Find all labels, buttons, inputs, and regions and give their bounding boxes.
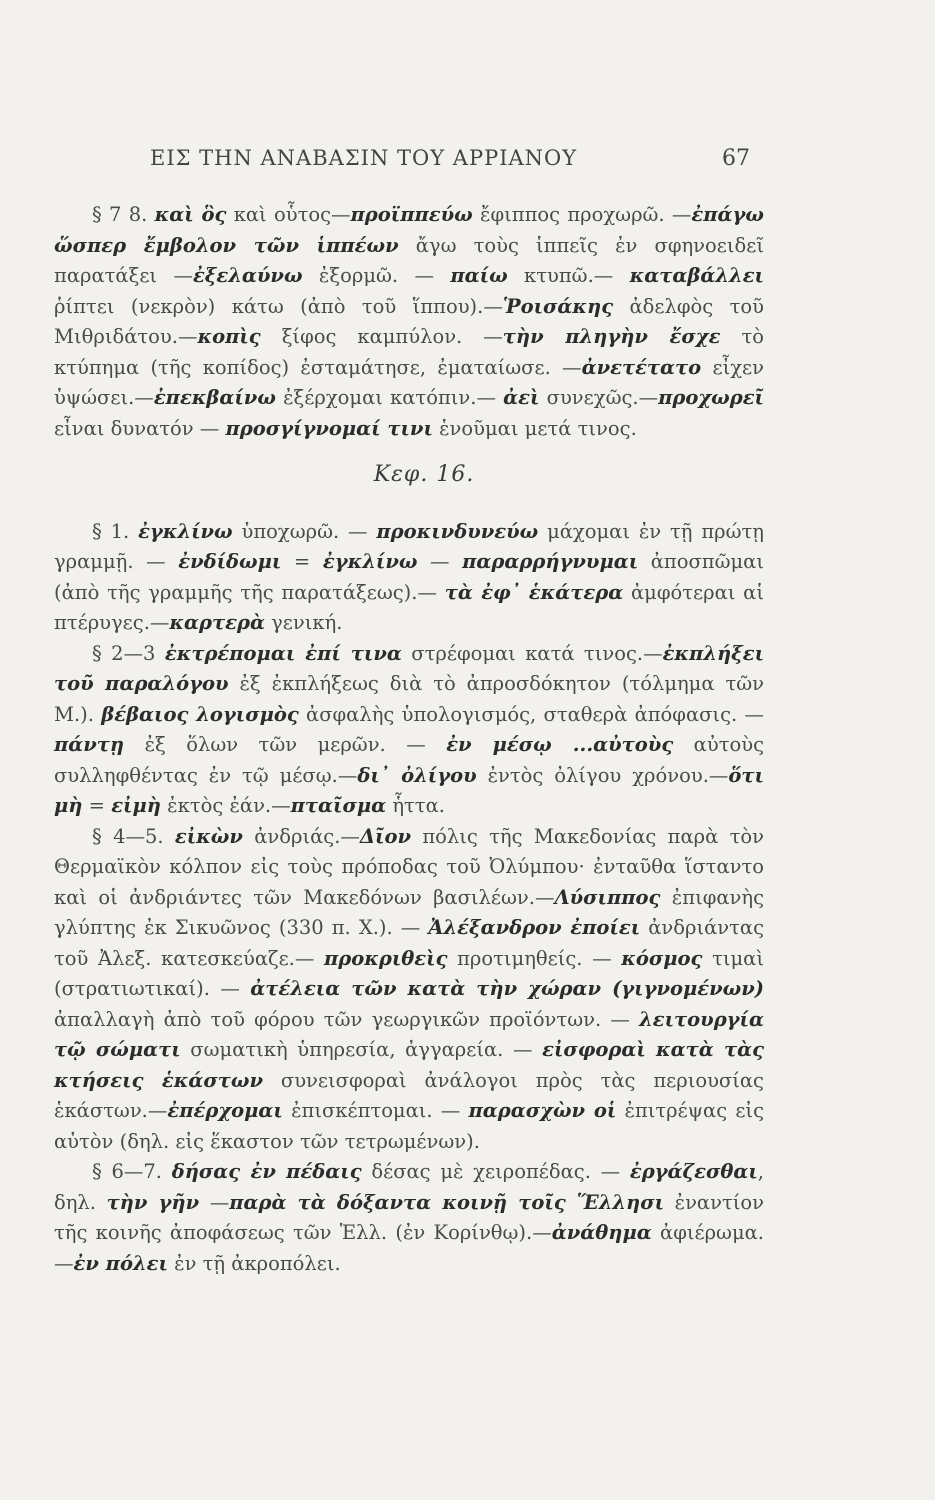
page-number: 67 xyxy=(722,146,750,171)
page-header xyxy=(150,146,750,182)
paragraph-section-6-7: § 6—7. δήσας ἐν πέδαις δέσας μὲ χειροπέδας. — ἐργάζεσθαι, δηλ. τὴν γῆν —παρὰ τὰ δόξαντα κοινῇ τοῖς Ἕλλησι ἐναντίον τῆς κοινῆς ἀποφάσεως τῶν Ἑλλ. (ἐν Κορίνθῳ).—ἀνάθημα ἀφιέρωμα.—ἐν πόλει ἐν τῇ ἀκροπόλει. xyxy=(54,1160,764,1275)
commentary-body xyxy=(54,200,764,1279)
paragraph-section-7: § 7 8. καὶ ὃς καὶ οὗτος—προϊππεύω ἔφιππος προχωρῶ. —ἐπάγω ὥσπερ ἔμβολον τῶν ἱππέων ἄγω τοὺς ἱππεῖς ἐν σφηνοειδεῖ παρατάξει —ἐξελαύνω ἐξορμῶ. — παίω κτυπῶ.— καταβάλλει ῥίπτει (νεκρὸν) κάτω (ἀπὸ τοῦ ἵππου).—Ῥοισάκης ἀδελφὸς τοῦ Μιθριδάτου.—κοπὶς ξίφος καμπύλον. —τὴν πληγὴν ἔσχε τὸ κτύπημα (τῆς κοπίδος) ἐσταμάτησε, ἐματαίωσε. —ἀνετέτατο εἶχεν ὑψώσει.—ἐπεκβαίνω ἐξέρχομαι κατόπιν.— ἀεὶ συνεχῶς.—προχωρεῖ εἶναι δυνατόν — προσγίγνομαί τινι ἑνοῦμαι μετά τινος. xyxy=(54,203,764,440)
running-title: ΕΙΣ ΤΗΝ ΑΝΑΒΑΣΙΝ ΤΟΥ ΑΡΡΙΑΝΟΥ xyxy=(150,146,578,170)
paragraph-section-2-3: § 2—3 ἐκτρέπομαι ἐπί τινα στρέφομαι κατά τινος.—ἐκπλήξει τοῦ παραλόγου ἐξ ἐκπλήξεως διὰ τὸ ἀπροσδόκητον (τόλμημα τῶν Μ.). βέβαιος λογισμὸς ἀσφαλὴς ὑπολογισμός, σταθερὰ ἀπόφασις. — πάντῃ ἐξ ὅλων τῶν μερῶν. — ἐν μέσῳ ...αὐτοὺς αὐτοὺς συλληφθέντας ἐν τῷ μέσῳ.—δι᾽ ὀλίγου ἐντὸς ὀλίγου χρόνου.—ὅτι μὴ = εἰμὴ ἐκτὸς ἐάν.—πταῖσμα ἧττα. xyxy=(54,641,765,817)
chapter-heading: Κεφ. 16. xyxy=(373,462,475,487)
paragraph-section-4-5: § 4—5. εἰκὼν ἀνδριάς.—Δῖον πόλις τῆς Μακεδονίας παρὰ τὸν Θερμαϊκὸν κόλπον εἰς τοὺς πρόποδας τοῦ Ὀλύμπου· ἐνταῦθα ἵσταντο καὶ οἱ ἀνδριάντες τῶν Μακεδόνων βασιλέων.—Λύσιππος ἐπιφανὴς γλύπτης ἐκ Σικυῶνος (330 π. Χ.). — Ἀλέξανδρον ἐποίει ἀνδριάντας τοῦ Ἀλεξ. κατεσκεύαζε.— προκριθεὶς προτιμηθείς. — κόσμος τιμαὶ (στρατιωτικαί). — ἀτέλεια τῶν κατὰ τὴν χώραν (γιγνομένων) ἀπαλλαγὴ ἀπὸ τοῦ φόρου τῶν γεωργικῶν προϊόντων. — λειτουργία τῷ σώματι σωματικὴ ὑπηρεσία, ἀγγαρεία. — εἰσφοραὶ κατὰ τὰς κτήσεις ἑκάστων συνεισφοραὶ ἀνάλογοι πρὸς τὰς περιουσίας ἑκάστων.—ἐπέρχομαι ἐπισκέπτομαι. — παρασχὼν οἱ ἐπιτρέψας εἰς αὐτὸν (δηλ. εἰς ἕκαστον τῶν τετρωμένων). xyxy=(54,824,764,1153)
paragraph-section-1: § 1. ἐγκλίνω ὑποχωρῶ. — προκινδυνεύω μάχομαι ἐν τῇ πρώτῃ γραμμῇ. — ἐνδίδωμι = ἐγκλίνω — παραρρήγνυμαι ἀποσπῶμαι (ἀπὸ τῆς γραμμῆς τῆς παρατάξεως).— τὰ ἐφ᾽ ἑκάτερα ἀμφότεραι αἱ πτέρυγες.—καρτερὰ γενική. xyxy=(54,519,764,634)
